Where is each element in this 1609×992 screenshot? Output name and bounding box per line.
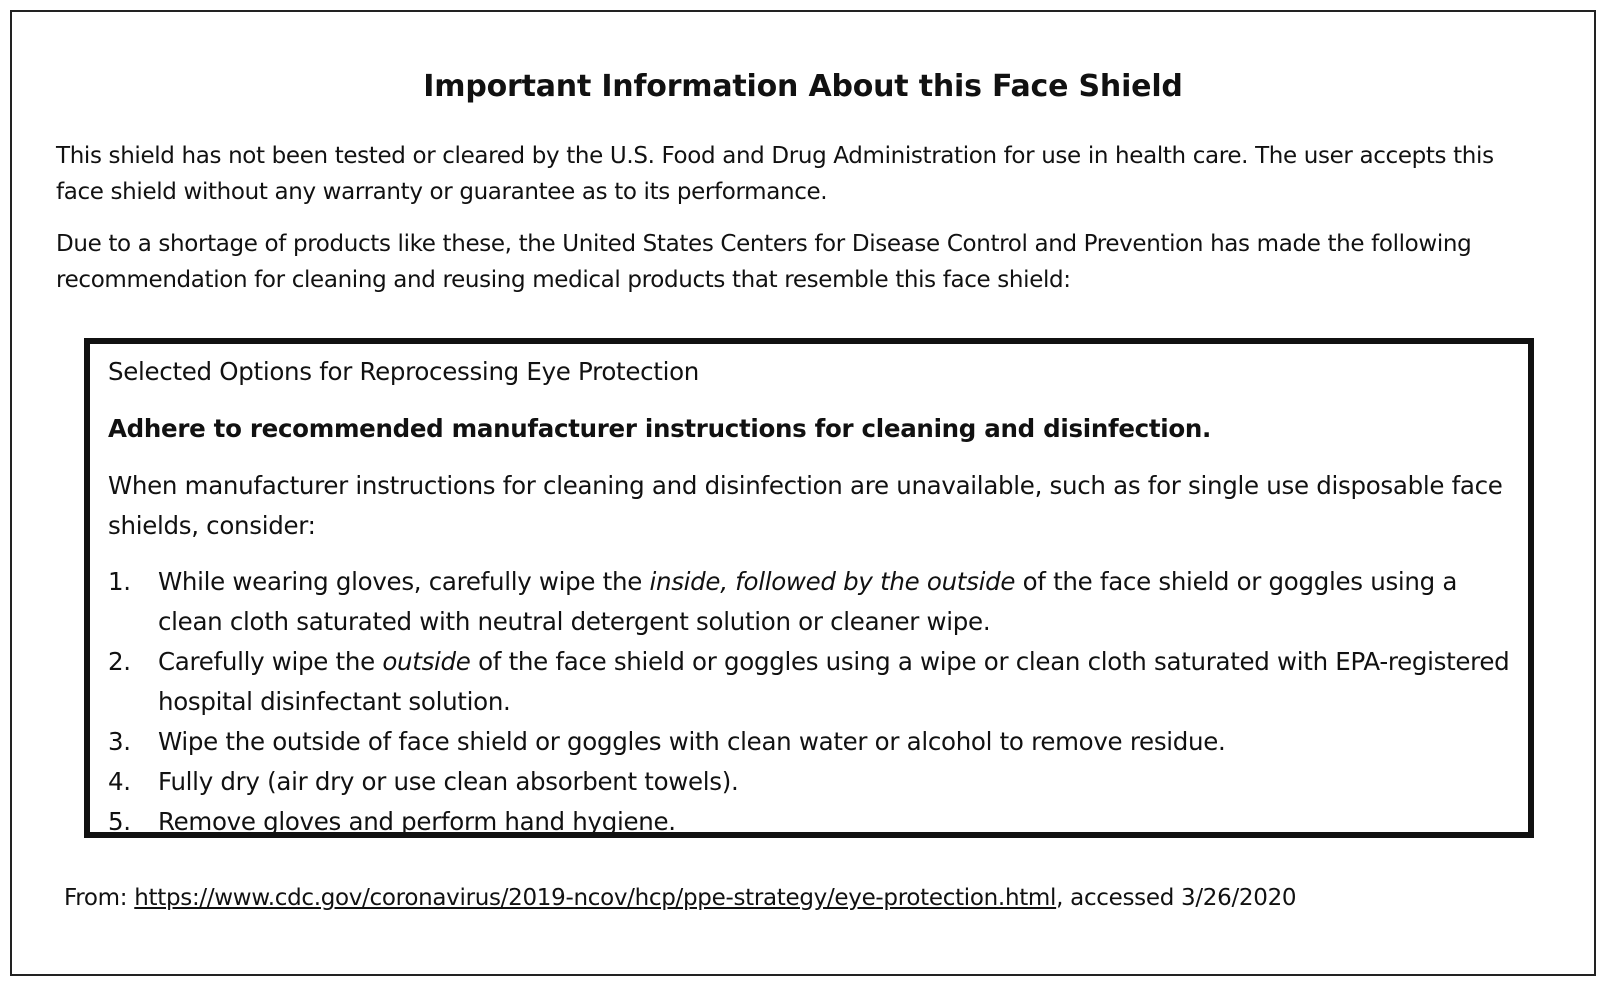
step-text [158, 807, 676, 836]
cdc-recommendation-paragraph: Due to a shortage of products like these, the United States Centers for Disease Control and Prevention has made the following recommendation for cleaning and reusing medical products that resemble this face shield: [56, 231, 1472, 293]
source-prefix: From: [64, 885, 135, 911]
step-text-emphasis: outside [382, 647, 471, 676]
step-number: 2. [108, 647, 131, 676]
step-item [108, 762, 1528, 802]
box-heading: Selected Options for Reprocessing Eye Protection [108, 357, 699, 386]
step-text-before: Carefully wipe the [158, 647, 383, 676]
step-text [158, 767, 739, 796]
step-item [108, 642, 1528, 722]
step-text-before: Remove gloves and perform hand hygiene. [158, 807, 676, 836]
step-text-before: While wearing gloves, carefully wipe the [158, 567, 650, 596]
step-number: 4. [108, 767, 131, 796]
step-item [108, 722, 1528, 762]
step-item [108, 562, 1528, 642]
step-text-after: of the face shield or goggles using a clean cloth saturated with neutral detergent solution or cleaner wipe. [158, 567, 1458, 636]
source-citation [64, 880, 1564, 916]
step-number: 5. [108, 807, 131, 836]
step-text [158, 647, 1509, 716]
step-item [108, 802, 1528, 842]
step-text-before: Wipe the outside of face shield or goggles with clean water or alcohol to remove residue. [158, 727, 1226, 756]
step-text [158, 727, 1226, 756]
step-text-emphasis: inside, followed by the outside [649, 567, 1016, 596]
box-bold-statement: Adhere to recommended manufacturer instructions for cleaning and disinfection. [108, 414, 1212, 443]
step-number: 1. [108, 567, 131, 596]
box-intro: When manufacturer instructions for cleaning and disinfection are unavailable, such as for single use disposable face shields, consider: [108, 471, 1503, 540]
page-title: Important Information About this Face Shield [423, 69, 1183, 104]
step-text-before: Fully dry (air dry or use clean absorbent towels). [158, 767, 739, 796]
step-number: 3. [108, 727, 131, 756]
source-accessed-date: , accessed 3/26/2020 [1056, 885, 1297, 911]
fda-disclaimer-paragraph: This shield has not been tested or cleared by the U.S. Food and Drug Administration for use in health care. The user accepts this face shield without any warranty or guarantee as to its performance. [56, 143, 1494, 205]
step-text-after: of the face shield or goggles using a wipe or clean cloth saturated with EPA-registered hospital disinfectant solution. [158, 647, 1510, 716]
step-text [158, 567, 1457, 636]
cdc-source-link[interactable]: https://www.cdc.gov/coronavirus/2019-ncov/hcp/ppe-strategy/eye-protection.html [134, 885, 1057, 911]
reprocessing-box [84, 338, 1534, 838]
steps-list [108, 562, 1528, 842]
notice-frame [10, 10, 1596, 976]
